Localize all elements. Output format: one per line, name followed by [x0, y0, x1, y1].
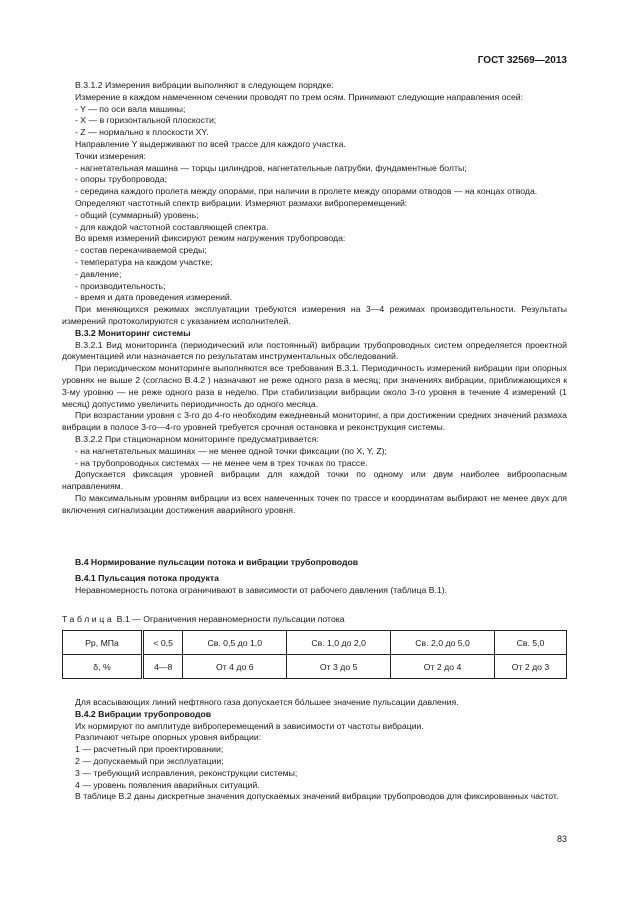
paragraph: Определяют частотный спектр вибрации. Измеряют размахи виброперемещений: — [75, 197, 408, 208]
paragraph: По максимальным уровням вибрации из всех намеченных точек по трассе и координатам выбирают не менее двух для включения сигнализации достижения аварийного уровня. — [62, 492, 567, 515]
paragraph: - производительность; — [75, 280, 166, 291]
paragraph: 1 — расчетный при проектировании; — [75, 744, 224, 755]
paragraph: - на трубопроводных системах — не менее чем в трех точках по трассе. — [75, 457, 368, 468]
pulsation-limits-table — [62, 630, 567, 679]
section-b4 — [62, 557, 567, 569]
table-cell: δ, % — [63, 655, 143, 679]
table-cell: От 4 до 6 — [183, 655, 287, 679]
section-b41 — [62, 573, 567, 597]
section-b3-body — [62, 80, 567, 516]
section-heading: В.3.2 Мониторинг системы — [75, 327, 191, 338]
section-b4-heading: В.4 Нормирование пульсации потока и вибрации трубопроводов — [75, 557, 359, 567]
paragraph: 4 — уровень появления аварийных ситуаций. — [75, 779, 260, 790]
paragraph: При возрастании уровня с 3-го до 4-го необходим ежедневный мониторинг, а при достижении средних значений размаха вибрации в полосе 3-го—4-го уровней требуется срочная остановка и реконструкция системы. — [62, 410, 567, 433]
table-cell: Св. 2,0 до 5,0 — [391, 631, 495, 655]
table-cell: Св. 5,0 — [494, 631, 566, 655]
section-b41-heading: В.4.1 Пульсация потока продукта — [75, 573, 219, 583]
paragraph: Точки измерения: — [75, 150, 146, 161]
paragraph: - на нагнетательных машинах — не менее одной точки фиксации (по X, Y, Z); — [75, 445, 387, 456]
table-caption-label: Таблица — [62, 614, 115, 624]
table-cell: < 0,5 — [143, 631, 183, 655]
section-heading: В.4.2 Вибрации трубопроводов — [75, 708, 212, 719]
paragraph: - Z — нормально к плоскости XY. — [75, 127, 209, 138]
table-caption — [62, 614, 345, 624]
paragraph: Во время измерений фиксируют режим нагружения трубопровода: — [75, 233, 346, 244]
paragraph: Различают четыре опорных уровня вибрации: — [75, 732, 262, 743]
paragraph: Измерение в каждом намеченном сечении проводят по трем осям. Принимают следующие направления осей: — [75, 91, 524, 102]
paragraph: 2 — допускаемый при эксплуатации; — [75, 755, 224, 766]
paragraph: Направление Y выдерживают по всей трассе для каждого участка. — [75, 138, 346, 149]
table-cell: 4—8 — [143, 655, 183, 679]
table-row — [63, 631, 567, 655]
paragraph: - температура на каждом участке; — [75, 256, 213, 267]
table-cell: Pр, МПа — [63, 631, 143, 655]
paragraph: В.3.2.1 Вид мониторинга (периодический или постоянный) вибрации трубопроводных систем определяется проектной документацией или назначается по результатам инструментальных обследований. — [62, 339, 567, 362]
document-id-header: ГОСТ 32569—2013 — [477, 55, 567, 66]
paragraph: - время и дата проведения измерений. — [75, 292, 233, 303]
page-number: 83 — [556, 834, 567, 844]
paragraph: - опоры трубопровода; — [75, 174, 167, 185]
table-cell: Св. 0,5 до 1,0 — [183, 631, 287, 655]
paragraph: - X — в горизонтальной плоскости; — [75, 115, 217, 126]
paragraph: В.3.2.2 При стационарном мониторинге предусматривается: — [75, 433, 319, 444]
paragraph: - общий (суммарный) уровень; — [75, 209, 199, 220]
section-b42-body — [62, 697, 567, 803]
paragraph: 3 — требующий исправления, реконструкции системы; — [75, 767, 298, 778]
paragraph: При периодическом мониторинге выполняются все требования В.3.1. Периодичность измерений вибрации при опорных уровнях не выше 2 (согласно В.4.2 ) назначают не реже одного раза в месяц; при значениях вибрации, приближающихся к 3-му уровню — не реже одного раза в неделю. При стабилизации вибрации около 3-го уровня в течение 4 измерений (1 месяц) допустимо увеличить периодичность до одного месяца. — [62, 363, 567, 409]
paragraph: В.3.1.2 Измерения вибрации выполняют в следующем порядке: — [75, 80, 334, 90]
table-cell: От 2 до 4 — [391, 655, 495, 679]
table-caption-title: В.1 — Ограничения неравномерности пульсации потока — [114, 614, 345, 624]
table-row — [63, 655, 567, 679]
table-cell: Св. 1,0 до 2,0 — [287, 631, 391, 655]
paragraph: Их нормируют по амплитуде виброперемещений в зависимости от частоты вибрации. — [75, 720, 424, 731]
paragraph: При меняющихся режимах эксплуатации требуются измерения на 3—4 режимах производительности. Результаты измерений протоколируются с указанием исполнителей. — [62, 304, 567, 326]
paragraph: - Y — по оси вала машины; — [75, 103, 186, 114]
paragraph: - середина каждого пролета между опорами, при наличии в пролете между опорами отводов — на концах отвода. — [75, 186, 538, 197]
paragraph: Допускается фиксация уровней вибрации для каждой точки по одному или двум наиболее виброопасным направлениям. — [62, 469, 567, 492]
paragraph: - давление; — [75, 268, 122, 279]
paragraph: - нагнетательная машина — торцы цилиндров, нагнетательные патрубки, фундаментные болты; — [75, 162, 467, 173]
paragraph: Для всасывающих линий нефтяного газа допускается бо́льшее значение пульсации давления. — [75, 697, 459, 707]
table-cell: От 3 до 5 — [287, 655, 391, 679]
table-cell: От 2 до 3 — [494, 655, 566, 679]
paragraph: - для каждой частотной составляющей спектра. — [75, 221, 269, 232]
paragraph: В таблице В.2 даны дискретные значения допускаемых значений вибрации трубопроводов для фиксированных частот. — [75, 791, 559, 802]
paragraph: - состав перекачиваемой среды; — [75, 245, 207, 256]
section-b41-text: Неравномерность потока ограничивают в зависимости от рабочего давления (таблица В.1). — [75, 584, 448, 595]
